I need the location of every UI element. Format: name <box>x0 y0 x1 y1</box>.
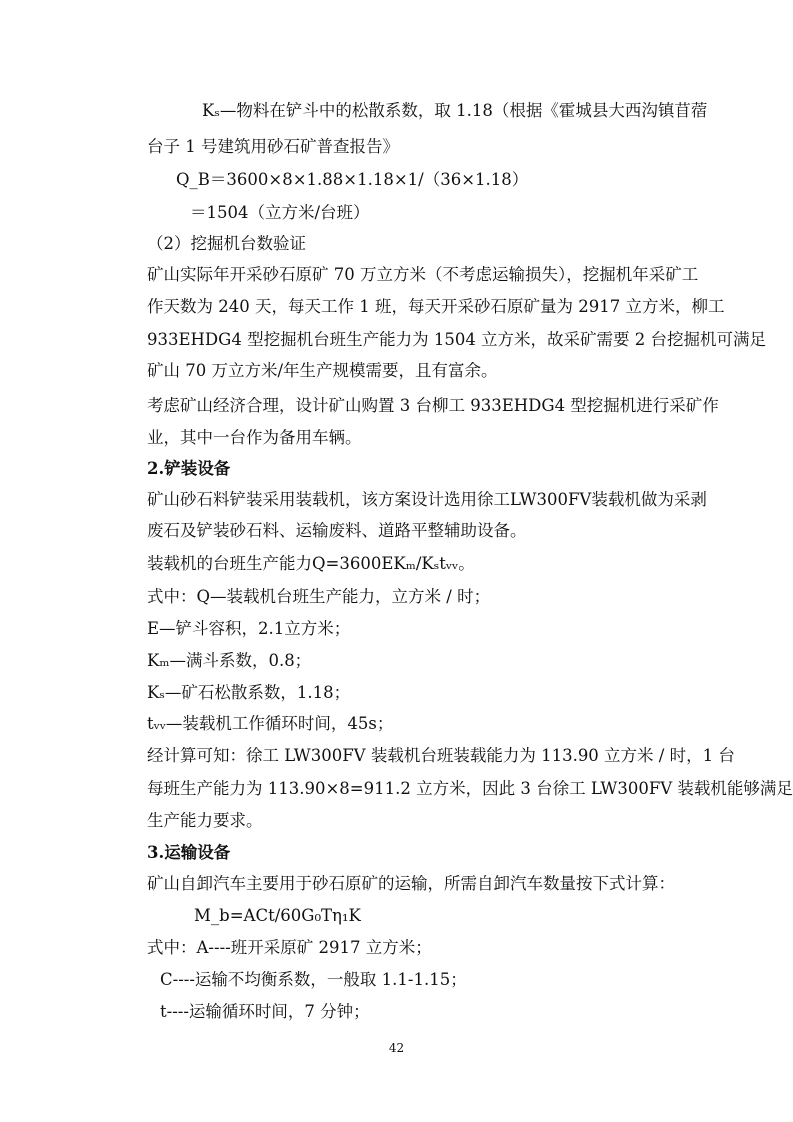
text-line: 台子 1 号建筑用砂石矿普查报告》 <box>147 137 399 156</box>
text-line: 装载机的台班生产能力Q=3600EKₘ/Kₛtᵥᵥ。 <box>147 554 475 573</box>
text-line: Kₛ—物料在铲斗中的松散系数，取 1.18（根据《霍城县大西沟镇苜蓿 <box>202 101 708 120</box>
text-line: 每班生产能力为 113.90×8=911.2 立方米，因此 3 台徐工 LW300FV 装载机能够满足 <box>147 779 793 798</box>
text-line: Kₛ—矿石松散系数，1.18； <box>147 683 351 702</box>
text-line: tᵥᵥ—装载机工作循环时间，45s； <box>147 714 394 733</box>
text-line: 废石及铲装砂石料、运输废料、道路平整辅助设备。 <box>147 521 527 540</box>
text-line: C----运输不均衡系数，一般取 1.1-1.15； <box>160 970 467 989</box>
text-line: 作天数为 240 天，每天工作 1 班，每天开采砂石原矿量为 2917 立方米，柳工 <box>147 297 725 316</box>
text-line: 矿山自卸汽车主要用于砂石原矿的运输，所需自卸汽车数量按下式计算： <box>147 874 675 893</box>
text-line: 矿山 70 万立方米/年生产规模需要，且有富余。 <box>147 361 498 380</box>
text-line: 经计算可知：徐工 LW300FV 装载机台班装载能力为 113.90 立方米 / 时，1 台 <box>147 746 735 765</box>
section-heading: 3.运输设备 <box>147 843 231 862</box>
text-line: 矿山实际年开采砂石原矿 70 万立方米（不考虑运输损失），挖掘机年采矿工 <box>147 265 699 284</box>
text-line: 业，其中一台作为备用车辆。 <box>147 428 362 447</box>
text-line: 式中：A----班开采原矿 2917 立方米； <box>147 938 432 957</box>
text-line: 考虑矿山经济合理，设计矿山购置 3 台柳工 933EHDG4 型挖掘机进行采矿作 <box>147 396 719 415</box>
text-line: 式中：Q—装载机台班生产能力，立方米 / 时； <box>147 587 491 606</box>
text-line: 矿山砂石料铲装采用装载机，该方案设计选用徐工LW300FV装载机做为采剥 <box>147 490 707 509</box>
formula-line: ＝1504（立方米/台班） <box>190 203 370 222</box>
text-line: t----运输循环时间，7 分钟； <box>160 1002 370 1021</box>
text-line: Kₘ—满斗系数，0.8； <box>147 651 312 670</box>
text-line: E—铲斗容积，2.1立方米； <box>147 619 351 638</box>
text-line: 生产能力要求。 <box>147 811 263 830</box>
text-line: 933EHDG4 型挖掘机台班生产能力为 1504 立方米，故采矿需要 2 台挖掘机可满足 <box>147 330 767 349</box>
section-heading: 2.铲装设备 <box>147 459 231 478</box>
page-number: 42 <box>388 1041 405 1055</box>
formula-line: M_b=ACt/60G₀Tη₁K <box>194 906 361 925</box>
formula-line: Q_B＝3600×8×1.88×1.18×1/（36×1.18） <box>176 170 529 189</box>
subheading: （2）挖掘机台数验证 <box>147 234 306 253</box>
